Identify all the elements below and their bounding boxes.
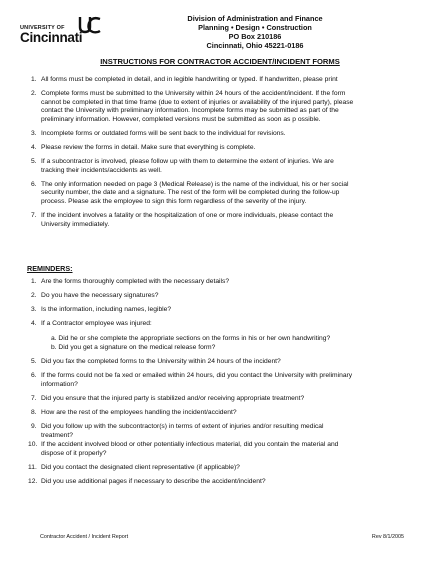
item-number: 7. — [31, 394, 37, 402]
item-line: Incomplete forms or outdated forms will be sent back to the individual for revisions. — [41, 129, 286, 137]
reminder-item — [31, 306, 411, 315]
item-line: How are the rest of the employees handling the incident/accident? — [41, 408, 237, 416]
item-line: Complete forms must be submitted to the University within 24 hours of the accident/incident. If the form — [41, 90, 346, 98]
document-title: INSTRUCTIONS FOR CONTRACTOR ACCIDENT/INCIDENT FORMS — [100, 57, 340, 66]
reminder-item — [31, 278, 411, 287]
po-box-text: PO Box 210186 — [228, 32, 282, 41]
reminder-item — [28, 441, 411, 458]
item-line: If a Contractor employee was injured: — [41, 320, 152, 328]
item-line: security number, the date and a signature. The rest of the form will be completed during the follow-up — [41, 189, 340, 197]
reminder-item — [31, 358, 411, 367]
instruction-item — [31, 158, 411, 175]
item-line: If the accident involved blood or other potentially infectious material, did you contain the material and — [41, 441, 339, 449]
item-number: 9. — [31, 423, 37, 431]
instruction-item — [31, 90, 411, 124]
item-number: 5. — [31, 158, 37, 166]
item-line: Are the forms thoroughly completed with the necessary details? — [41, 278, 230, 285]
reminders-heading: REMINDERS: — [27, 264, 73, 273]
item-number: 11. — [28, 463, 37, 471]
item-number: 1. — [31, 278, 37, 285]
item-line: The only information needed on page 3 (Medical Release) is the name of the individual, his or her social — [41, 180, 349, 188]
item-number: 2. — [31, 90, 37, 98]
item-number: 1. — [31, 76, 37, 83]
reminder-item — [31, 292, 411, 301]
item-number: 8. — [31, 408, 37, 416]
reminder-item — [28, 478, 411, 487]
reminder-item — [28, 463, 411, 473]
item-line: Is the information, including names, legible? — [41, 306, 172, 314]
item-number: 5. — [31, 358, 37, 366]
item-line: information? — [41, 380, 78, 388]
university-logo — [20, 13, 140, 49]
item-line: If the incident involves a fatality or the hospitalization of one or more individuals, please contact the — [41, 212, 334, 220]
item-number: 3. — [31, 129, 37, 137]
instruction-item — [31, 130, 411, 139]
item-line: Did you ensure that the injured party is stabilized and/or receiving appropriate treatment? — [41, 394, 305, 402]
item-line: Please review the forms in detail. Make sure that everything is complete. — [41, 144, 256, 152]
footer-revision: Rev 8/1/2005 — [371, 534, 404, 540]
department-header — [185, 14, 325, 50]
instruction-item — [31, 144, 411, 153]
item-number: 7. — [31, 212, 37, 220]
item-line: process. Please ask the employee to sign this form regardless of the severity of the injury. — [41, 198, 307, 206]
logo-university-text: UNIVERSITY OF — [20, 25, 65, 31]
instruction-item — [31, 181, 411, 207]
footer-document-name: Contractor Accident / Incident Report — [40, 534, 129, 540]
item-number: 4. — [31, 320, 37, 328]
reminder-item — [31, 409, 411, 418]
item-line: Did you follow up with the subcontractor(s) in terms of extent of injuries and/or resulting medical — [41, 423, 324, 431]
item-line: Did you fax the completed forms to the University within 24 hours of the incident? — [41, 358, 281, 366]
item-number: 10. — [28, 441, 38, 449]
item-line: treatment? — [41, 431, 73, 439]
instructions-list — [31, 76, 411, 235]
item-line: contact the University with preliminary information. Incomplete forms may be submitted as part of the — [41, 107, 339, 115]
instruction-item — [31, 76, 411, 85]
item-number: 12. — [28, 478, 38, 485]
item-line: cannot be completed in that time frame (due to extent of injuries or availability of the injured party), please — [41, 98, 354, 106]
reminders-list — [28, 278, 411, 492]
city-text: Cincinnati, Ohio 45221-0186 — [206, 41, 304, 50]
sub-item: a. Did he or she complete the appropriate sections on the forms in his or her own handwriting? — [51, 334, 331, 342]
item-line: dispose of it properly? — [41, 449, 107, 457]
item-line: University immediately. — [41, 220, 110, 228]
item-number: 4. — [31, 144, 37, 152]
instruction-item — [31, 212, 411, 229]
item-line: If a subcontractor is involved, please follow up with them to determine the extent of injuries. We are — [41, 158, 334, 166]
item-line: tracking their incidents/accidents as well. — [41, 166, 162, 174]
logo-name-text: Cincinnati — [20, 30, 83, 45]
reminder-item — [31, 372, 411, 389]
item-line: Did you use additional pages if necessary to describe the accident/incident? — [41, 478, 266, 485]
item-line: All forms must be completed in detail, and in legible handwriting or typed. If handwritten, please print — [41, 76, 338, 83]
item-number: 6. — [31, 180, 37, 188]
division-text: Division of Administration and Finance — [187, 14, 323, 23]
reminder-item — [31, 395, 411, 404]
item-line: preliminary information. However, completed versions must be submitted as soon as p ossible. — [41, 115, 321, 123]
department-text: Planning • Design • Construction — [198, 23, 312, 32]
item-line: Did you contact the designated client representative (if applicable)? — [41, 463, 240, 471]
item-number: 3. — [31, 306, 37, 314]
sub-list — [41, 335, 411, 353]
reminder-item — [31, 423, 411, 440]
sub-item: b. Did you get a signature on the medical release form? — [51, 343, 216, 351]
reminder-item — [31, 320, 411, 352]
item-number: 6. — [31, 372, 37, 380]
item-line: Do you have the necessary signatures? — [41, 292, 159, 300]
item-line: If the forms could not be fa xed or emailed within 24 hours, did you contact the University with preliminary — [41, 372, 353, 380]
item-number: 2. — [31, 292, 37, 300]
